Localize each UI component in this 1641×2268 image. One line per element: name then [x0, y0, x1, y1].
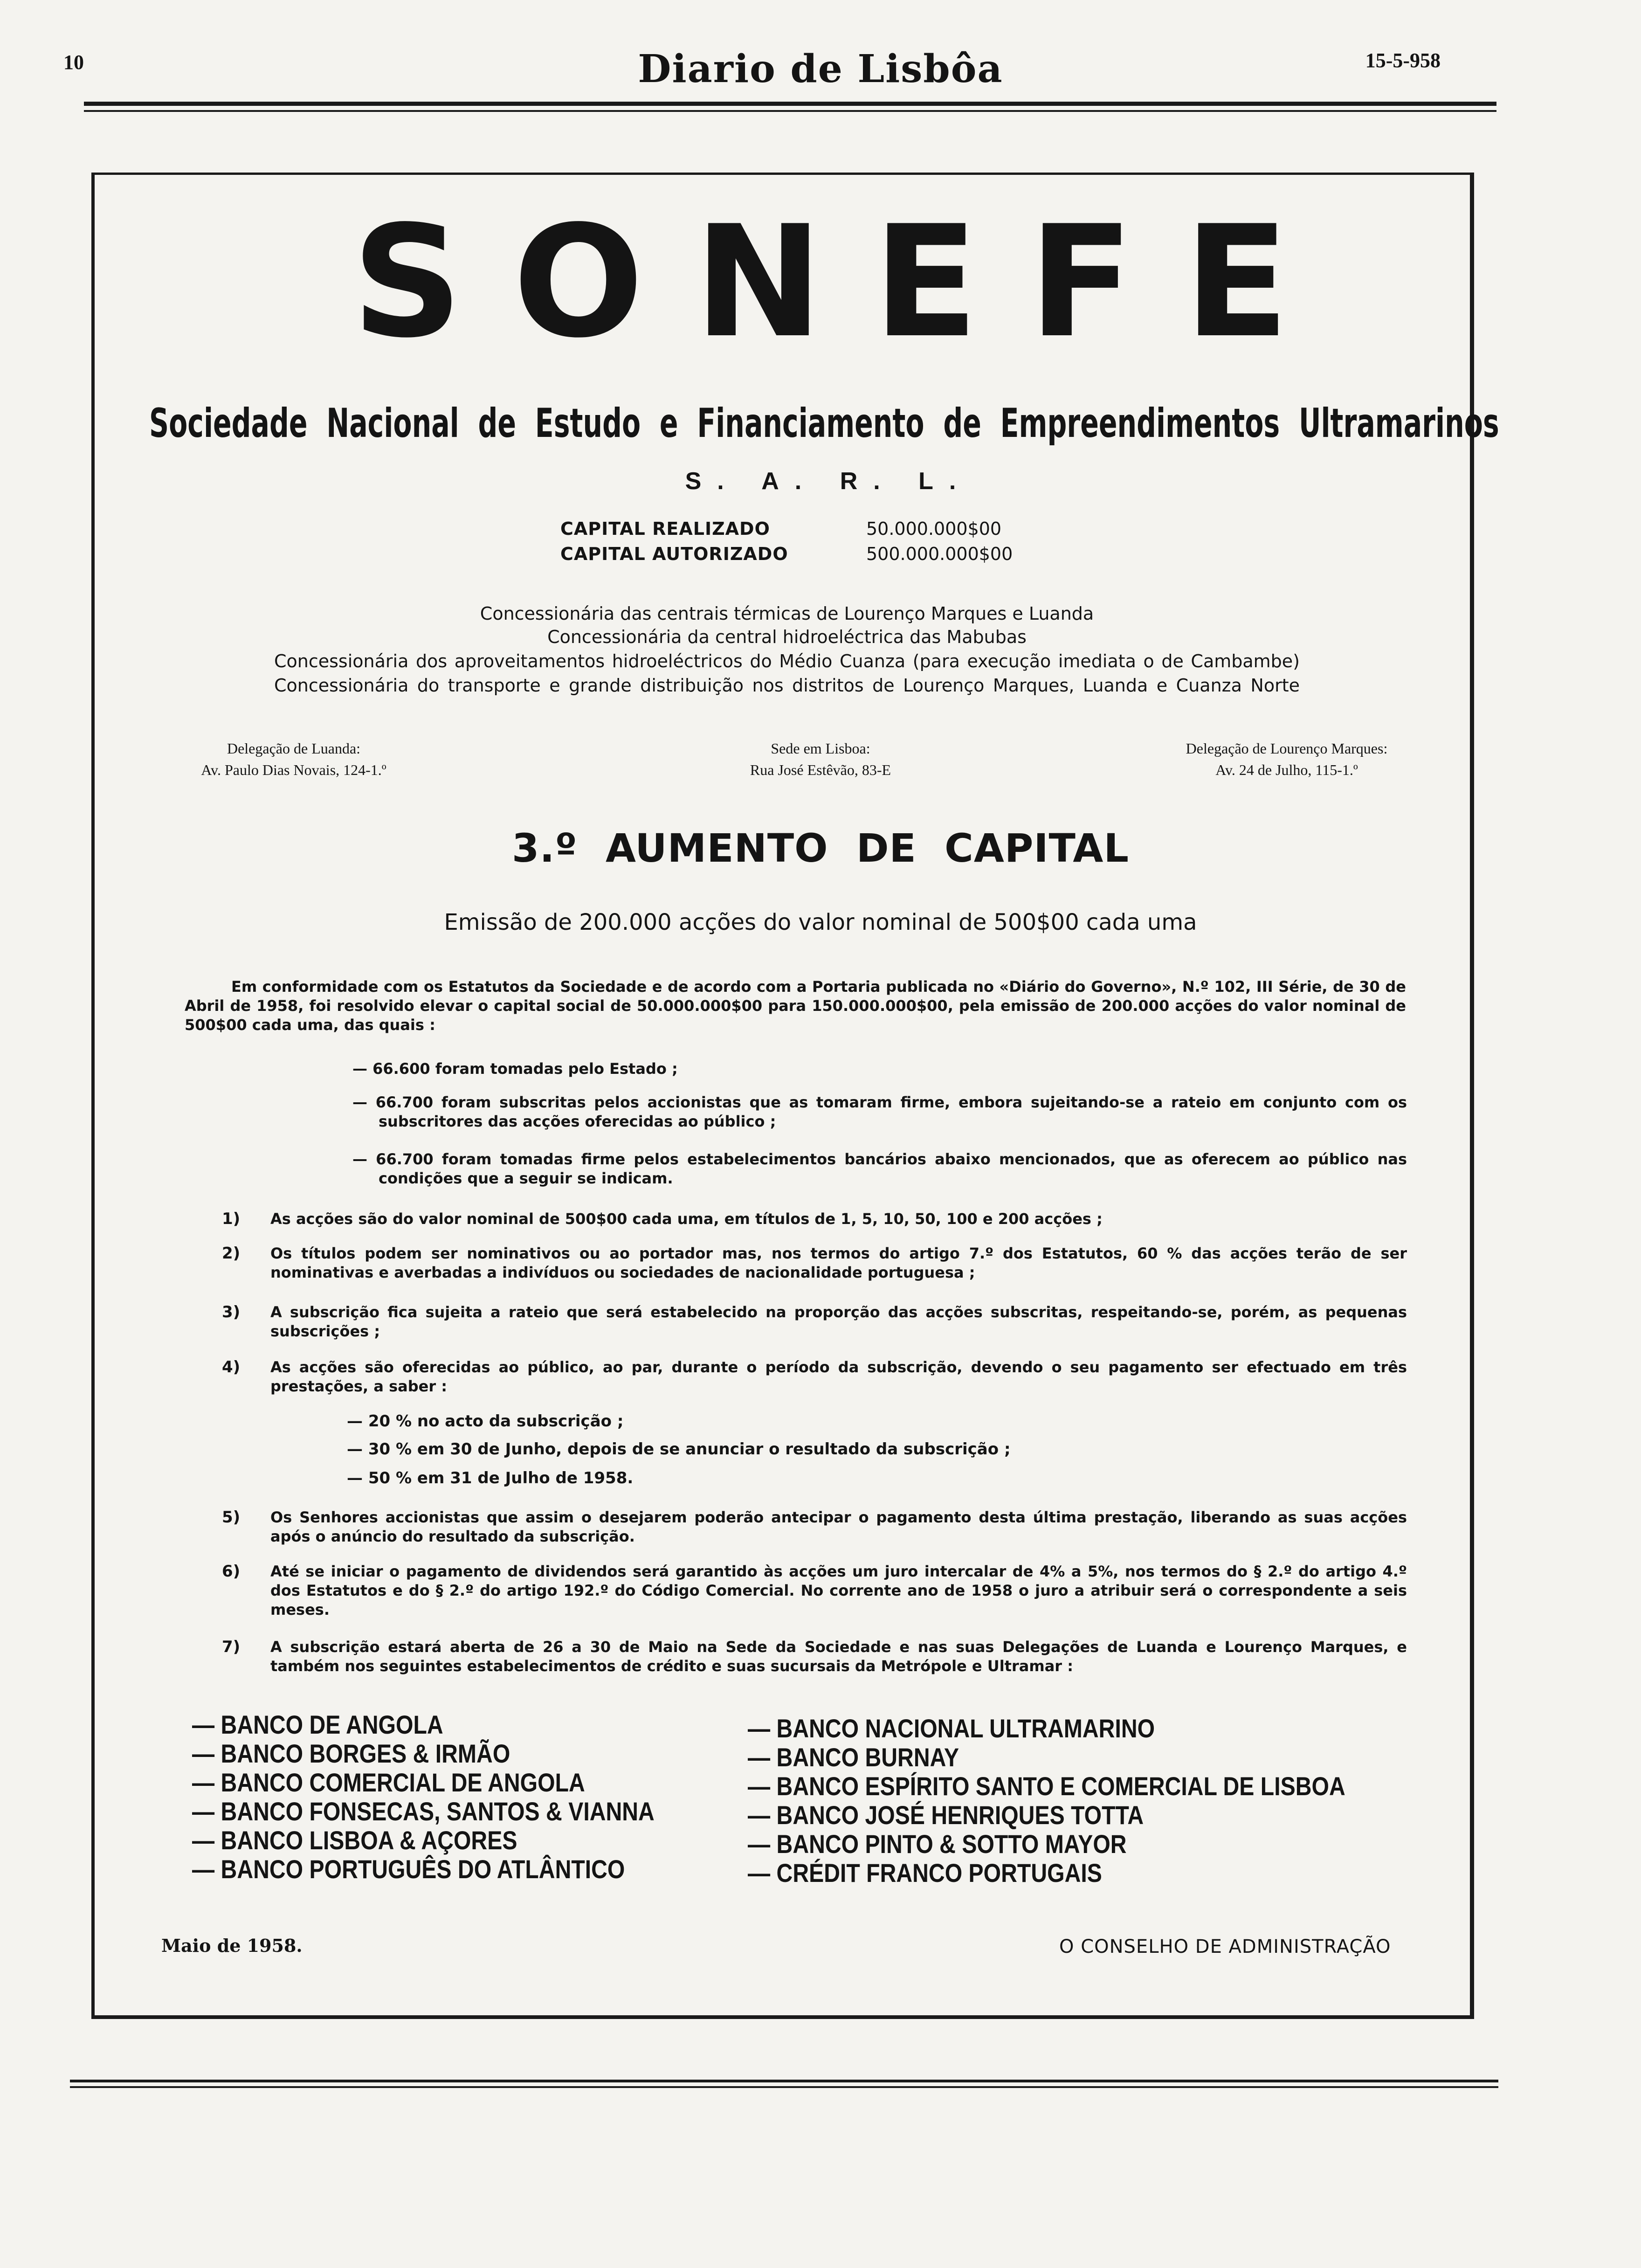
office-label: Delegação de Lourenço Marques: [1186, 740, 1388, 757]
allocation-item: — 66.700 foram tomadas firme pelos estabelecimentos bancários abaixo mencionados, que as oferecem ao público nas condições que a seguir se indicam. [352, 1150, 1407, 1187]
intro-paragraph: Em conformidade com os Estatutos da Sociedade e de acordo com a Portaria publicada no «Diário do Governo», N.º 102, III Série, de 30 de Abril de 1958, foi resolvido elevar o capital social de 50.000.000$00 para 150.000.000$00, pela emissão de 200.000 acções do valor nominal de 500$00 cada uma, das quais : [185, 978, 1406, 1034]
bank-item: — BANCO PINTO & SOTTO MAYOR [748, 1829, 1127, 1859]
installment-item: — 30 % em 30 de Junho, depois de se anunciar o resultado da subscrição ; [347, 1440, 1011, 1459]
condition-text: As acções são oferecidas ao público, ao par, durante o período da subscrição, devendo o seu pagamento ser efectuado em três prestações, a saber : [270, 1358, 1407, 1395]
bank-item: — BANCO ESPÍRITO SANTO E COMERCIAL DE LISBOA [748, 1771, 1345, 1801]
capital-authorized-value: 500.000.000$00 [866, 544, 1013, 564]
bank-item: — BANCO COMERCIAL DE ANGOLA [192, 1768, 585, 1797]
bank-item: — BANCO PORTUGUÊS DO ATLÂNTICO [192, 1854, 625, 1884]
page-number: 10 [63, 51, 84, 74]
office-label: Sede em Lisboa: [771, 740, 870, 757]
condition-text: A subscrição estará aberta de 26 a 30 de Maio na Sede da Sociedade e nas suas Delegações de Luanda e Lourenço Marques, e também nos seguintes estabelecimentos de crédito e suas sucursais da Metrópole e Ultramar : [270, 1638, 1407, 1675]
subheadline: Emissão de 200.000 acções do valor nominal de 500$00 cada uma [444, 909, 1197, 935]
bank-item: — BANCO NACIONAL ULTRAMARINO [748, 1714, 1155, 1743]
legal-form: S. A. R. L. [685, 468, 972, 495]
capital-authorized-label: CAPITAL AUTORIZADO [560, 544, 788, 564]
condition-number: 4) [222, 1358, 241, 1376]
condition-number: 1) [222, 1210, 241, 1228]
capital-paid-value: 50.000.000$00 [866, 519, 1002, 539]
company-logo: SONEFE [352, 193, 1340, 372]
concession-line: Concessionária do transporte e grande distribuição nos distritos de Lourenço Marques, Luanda e Cuanza Norte [274, 675, 1300, 696]
newspaper-masthead: Diario de Lisbôa [638, 47, 1003, 91]
condition-number: 6) [222, 1562, 241, 1581]
bank-item: — BANCO LISBOA & AÇORES [192, 1825, 517, 1855]
office-lourenco-marques [1128, 738, 1445, 781]
office-luanda [154, 738, 434, 781]
condition-number: 7) [222, 1638, 241, 1656]
bank-item: — CRÉDIT FRANCO PORTUGAIS [748, 1858, 1102, 1888]
ad-date: Maio de 1958. [161, 1935, 303, 1956]
installment-item: — 20 % no acto da subscrição ; [347, 1412, 624, 1431]
condition-text: Os Senhores accionistas que assim o desejarem poderão antecipar o pagamento desta última prestação, liberando as suas acções após o anúncio do resultado da subscrição. [270, 1508, 1407, 1545]
signature: O CONSELHO DE ADMINISTRAÇÃO [1059, 1936, 1391, 1957]
allocation-item: — 66.600 foram tomadas pelo Estado ; [352, 1060, 678, 1078]
condition-text: As acções são do valor nominal de 500$00 cada uma, em títulos de 1, 5, 10, 50, 100 e 200 acções ; [270, 1210, 1103, 1228]
office-lisboa [681, 738, 960, 781]
condition-text: A subscrição fica sujeita a rateio que será estabelecido na proporção das acções subscritas, respeitando-se, porém, as pequenas subscrições ; [270, 1303, 1407, 1340]
concession-line: Concessionária dos aproveitamentos hidroeléctricos do Médio Cuanza (para execução imediata o de Cambambe) [274, 651, 1300, 671]
allocation-item: — 66.700 foram subscritas pelos accionistas que as tomaram firme, embora sujeitando-se a rateio em conjunto com os subscritores das acções oferecidas ao público ; [352, 1093, 1407, 1130]
concession-line: Concessionária das centrais térmicas de Lourenço Marques e Luanda [480, 603, 1094, 624]
office-address: Av. Paulo Dias Novais, 124-1.º [201, 761, 386, 778]
header-rule [84, 102, 1496, 106]
footer-rule [70, 2080, 1498, 2082]
bank-item: — BANCO BURNAY [748, 1742, 959, 1772]
installment-item: — 50 % em 31 de Julho de 1958. [347, 1469, 634, 1487]
condition-number: 3) [222, 1303, 241, 1321]
capital-paid-label: CAPITAL REALIZADO [560, 519, 770, 539]
company-full-name: Sociedade Nacional de Estudo e Financiamento de Empreendimentos Ultramarinos [149, 400, 1499, 447]
concession-line: Concessionária da central hidroeléctrica das Mabubas [547, 627, 1027, 647]
condition-number: 2) [222, 1244, 241, 1263]
headline: 3.º AUMENTO DE CAPITAL [512, 825, 1129, 871]
bank-item: — BANCO FONSECAS, SANTOS & VIANNA [192, 1797, 655, 1826]
bank-item: — BANCO JOSÉ HENRIQUES TOTTA [748, 1800, 1144, 1830]
condition-text: Até se iniciar o pagamento de dividendos será garantido às acções um juro intercalar de 4% a 5%, nos termos do § 2.º do artigo 4.º dos Estatutos e do § 2.º do artigo 192.º do Código Comercial. No corrente ano de 1958 o juro a atribuir será o correspondente a seis meses. [270, 1563, 1407, 1618]
bank-item: — BANCO DE ANGOLA [192, 1710, 443, 1739]
issue-date: 15-5-958 [1365, 49, 1441, 72]
footer-rule-thin [70, 2086, 1498, 2088]
office-address: Av. 24 de Julho, 115-1.º [1215, 761, 1358, 778]
bank-item: — BANCO BORGES & IRMÃO [192, 1739, 510, 1768]
condition-text: Os títulos podem ser nominativos ou ao portador mas, nos termos do artigo 7.º dos Estatutos, 60 % das acções terão de ser nominativas e averbadas a indivíduos ou sociedades de nacionalidade portuguesa ; [270, 1245, 1407, 1281]
header-rule-thin [84, 110, 1496, 112]
office-label: Delegação de Luanda: [227, 740, 361, 757]
condition-number: 5) [222, 1508, 241, 1527]
office-address: Rua José Estêvão, 83-E [750, 761, 891, 778]
